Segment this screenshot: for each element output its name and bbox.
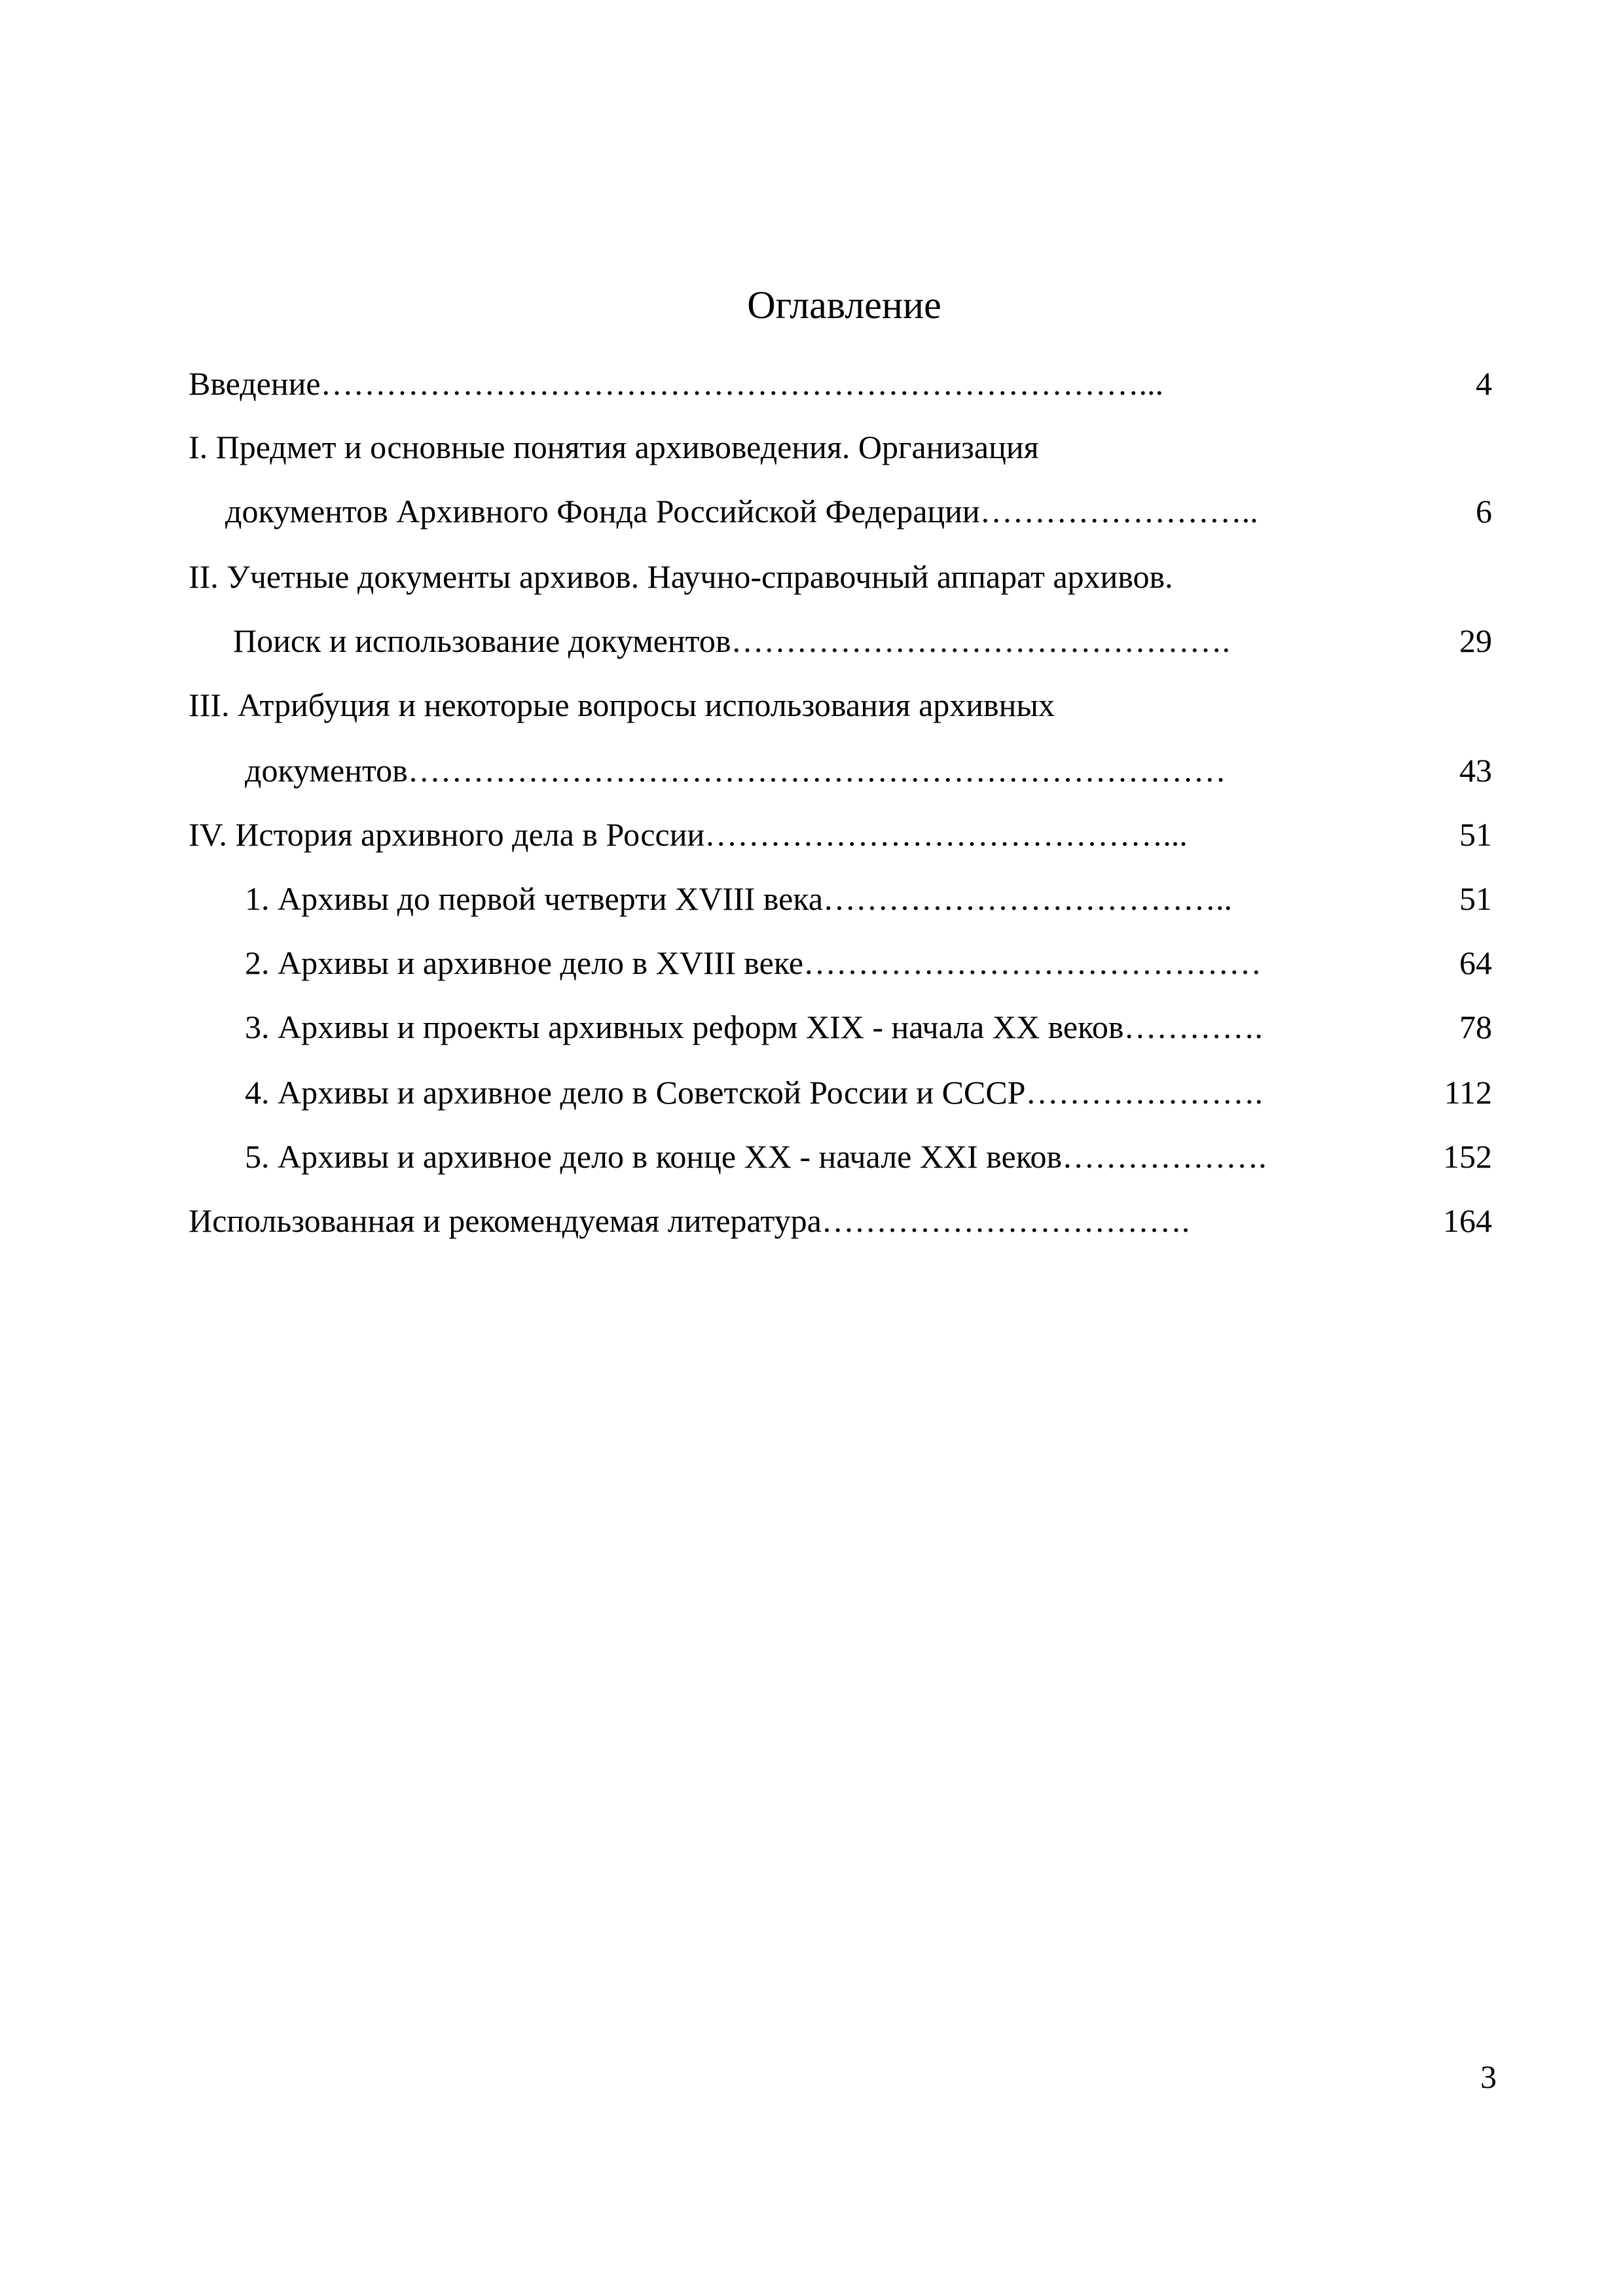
- toc-entry-chapter-4: [189, 812, 1492, 857]
- toc-entry-chapter-1-cont: [189, 488, 1492, 534]
- toc-entry-page: 152: [1443, 1138, 1492, 1175]
- toc-entry-chapter-3: [189, 682, 1401, 728]
- toc-entry-page: 164: [1443, 1202, 1492, 1239]
- toc-entry-text: III. Атрибуция и некоторые вопросы использования архивных: [189, 687, 1055, 723]
- toc-entry-page: 78: [1459, 1009, 1492, 1045]
- toc-entry-text: 1. Архивы до первой четверти XVIII века………………………………..: [245, 880, 1233, 917]
- toc-entry-text: Использованная и рекомендуемая литература…………………………….: [189, 1202, 1190, 1239]
- toc-entry-text: документов Архивного Фонда Российской Федерации……………………..: [225, 493, 1258, 529]
- toc-entry-chapter-2-cont: [189, 618, 1492, 664]
- toc-entry-page: 43: [1459, 752, 1492, 789]
- toc-entry-text: Введение…………………………………………………………………...: [189, 365, 1164, 402]
- toc-entry-text: II. Учетные документы архивов. Научно-справочный аппарат архивов.: [189, 558, 1173, 595]
- toc-entry-page: 51: [1459, 816, 1492, 853]
- toc-entry-page: 6: [1476, 493, 1492, 529]
- toc-entry-chapter-2: [189, 554, 1401, 600]
- toc-entry-introduction: [189, 361, 1492, 406]
- toc-entry-text: I. Предмет и основные понятия архивоведения. Организация: [189, 429, 1039, 465]
- toc-entry-literature: [189, 1198, 1492, 1244]
- toc-entry-text: Поиск и использование документов……………………………………….: [233, 622, 1230, 659]
- toc-entry-page: 4: [1476, 365, 1492, 402]
- toc-entry-page: 112: [1444, 1074, 1492, 1111]
- toc-entry-page: 51: [1459, 880, 1492, 917]
- toc-entry-text: документов…………………………………………………………………: [245, 752, 1226, 789]
- toc-entry-page: 29: [1459, 622, 1492, 659]
- toc-entry-text: IV. История архивного дела в России……………………………………...: [189, 816, 1188, 853]
- toc-entry-section-4-5: [189, 1134, 1492, 1179]
- toc-entry-section-4-1: [189, 876, 1492, 922]
- page-title: Оглавление: [747, 283, 941, 327]
- toc-entry-text: 3. Архивы и проекты архивных реформ XIX - начала XX веков………….: [245, 1009, 1263, 1045]
- toc-entry-chapter-3-cont: [189, 747, 1492, 793]
- toc-entry-text: 5. Архивы и архивное дело в конце XX - начале XXI веков……………….: [245, 1138, 1267, 1175]
- toc-entry-section-4-3: [189, 1004, 1492, 1050]
- toc-entry-chapter-1: [189, 424, 1401, 470]
- toc-entry-section-4-2: [189, 940, 1492, 986]
- toc-entry-text: 2. Архивы и архивное дело в XVIII веке……………………………………: [245, 944, 1262, 981]
- toc-entry-section-4-4: [189, 1069, 1492, 1115]
- toc-entry-text: 4. Архивы и архивное дело в Советской России и СССР………………….: [245, 1074, 1263, 1111]
- page-number: 3: [1480, 2058, 1497, 2095]
- toc-entry-page: 64: [1459, 944, 1492, 981]
